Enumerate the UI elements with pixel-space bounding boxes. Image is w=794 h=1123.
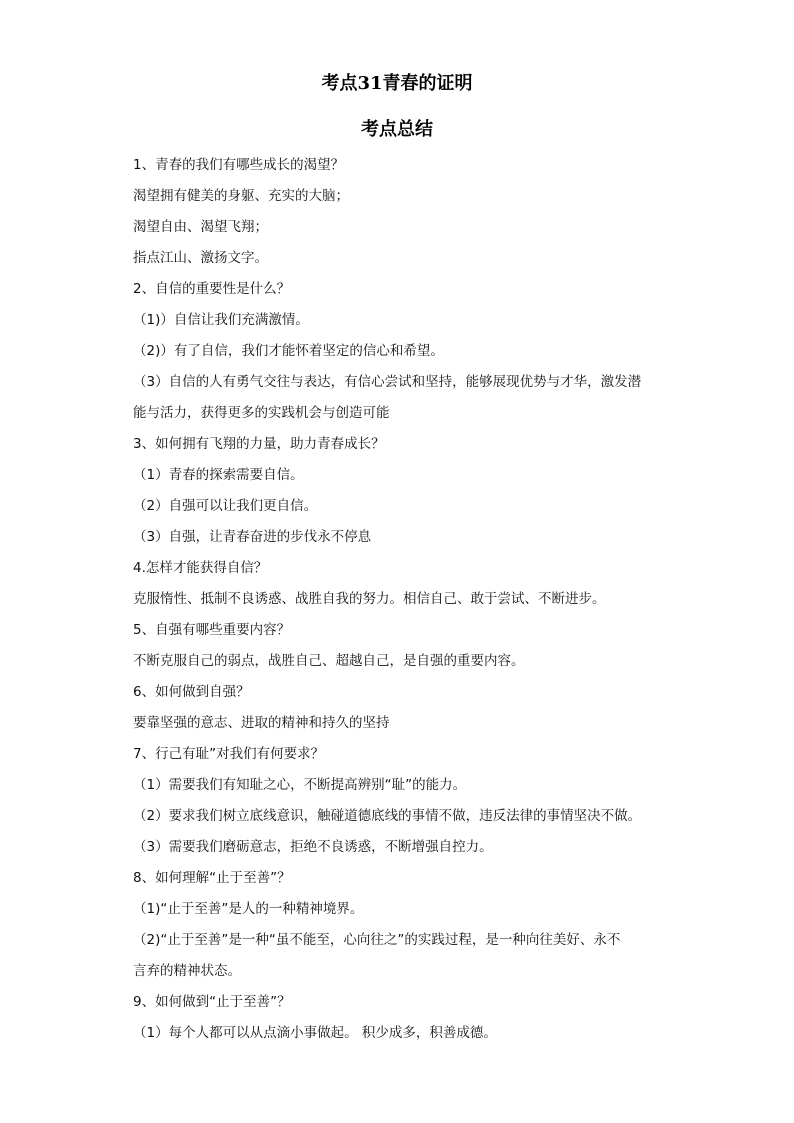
text-line: 指点江山、激扬文字。 <box>133 250 268 266</box>
text-line: （1)“止于至善”是人的一种精神境界。 <box>133 901 364 917</box>
text-line: 要靠坚强的意志、进取的精神和持久的坚持 <box>133 715 390 731</box>
text-line: 渴望拥有健美的身躯、充实的大脑； <box>133 188 349 204</box>
text-line: （3）需要我们磨砺意志，拒绝不良诱惑，不断增强自控力。 <box>133 839 493 855</box>
text-line: 2、自信的重要性是什么？ <box>133 281 291 297</box>
text-line: （2）自强可以让我们更自信。 <box>133 498 318 514</box>
text-line: （1）需要我们有知耻之心，不断提高辨别“耻”的能力。 <box>133 777 467 793</box>
text-line: （1)）自信让我们充满激情。 <box>133 312 309 328</box>
text-line: 3、如何拥有飞翔的力量，助力青春成长？ <box>133 436 385 452</box>
text-line: 不断克服自己的弱点，战胜自己、超越自己，是自强的重要内容。 <box>133 653 525 669</box>
text-line: 渴望自由、渴望飞翔； <box>133 219 268 235</box>
text-line: （2)）有了自信，我们才能怀着坚定的信心和希望。 <box>133 343 444 359</box>
text-line: （1）每个人都可以从点滴小事做起。 积少成多，积善成德。 <box>133 1025 497 1041</box>
text-line: （3）自强，让青春奋进的步伐永不停息 <box>133 529 372 545</box>
text-line: 4.怎样才能获得自信？ <box>133 560 268 576</box>
text-line: 1、青春的我们有哪些成长的渴望？ <box>133 157 345 173</box>
text-line: 克服惰性、抵制不良诱惑、战胜自我的努力。相信自己、敢于尝试、不断进步。 <box>133 591 606 607</box>
text-line: 言弃的精神状态。 <box>133 963 241 979</box>
text-line: 8、如何理解“止于至善”？ <box>133 870 291 886</box>
text-line: （2)“止于至善”是一种“虽不能至，心向往之”的实践过程，是一种向往美好、永不 <box>133 932 621 948</box>
text-line: 7、行己有耻”对我们有何要求？ <box>133 746 325 762</box>
text-line: （3）自信的人有勇气交往与表达，有信心尝试和坚持，能够展现优势与才华，激发潜 <box>133 374 642 390</box>
page-title: 考点31青春的证明 <box>321 73 473 94</box>
section-heading: 考点总结 <box>361 119 433 140</box>
text-line: 5、自强有哪些重要内容？ <box>133 622 291 638</box>
text-line: （2）要求我们树立底线意识，触碰道德底线的事情不做，违反法律的事情坚决不做。 <box>133 808 642 824</box>
text-line: （1）青春的探索需要自信。 <box>133 467 304 483</box>
text-line: 能与活力，获得更多的实践机会与创造可能 <box>133 405 390 421</box>
body-text <box>133 150 673 1049</box>
text-line: 9、如何做到“止于至善”？ <box>133 994 291 1010</box>
text-line: 6、如何做到自强？ <box>133 684 250 700</box>
